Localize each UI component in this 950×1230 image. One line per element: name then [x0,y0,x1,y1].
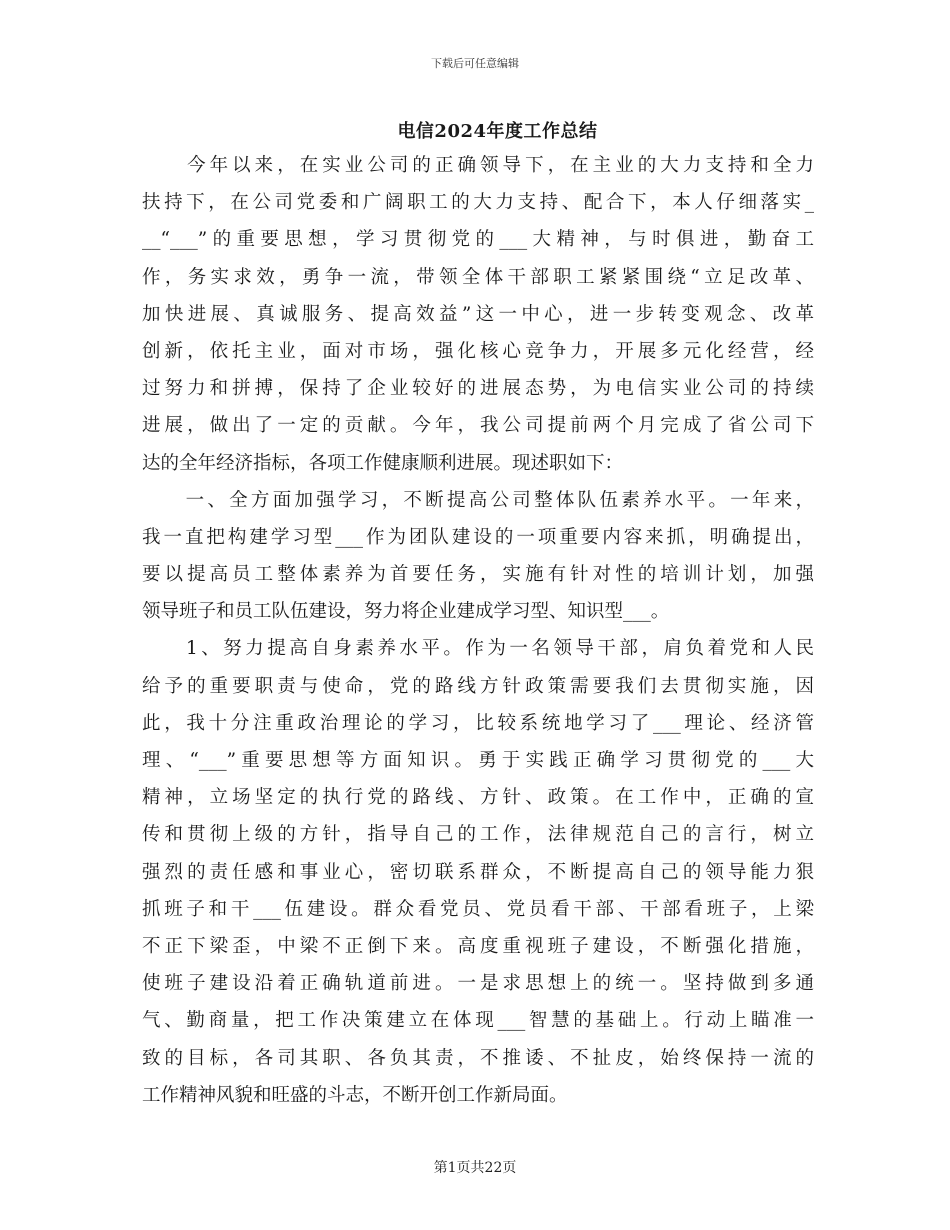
body-line: 致的目标，各司其职、各负其责，不推诿、不扯皮，始终保持一流的 [142,1047,814,1069]
page-number-footer: 第1页共22页 [433,1160,517,1176]
body-line: 我一直把构建学习型___作为团队建设的一项重要内容来抓，明确提出， [142,526,814,548]
body-line: 加快进展、真诚服务、提高效益”这一中心，进一步转变观念、改革 [142,303,814,325]
body-line: __“___”的重要思想，学习贯彻党的___大精神，与时俱进，勤奋工 [142,229,814,251]
body-line: 领导班子和员工队伍建设，努力将企业建成学习型、知识型___。 [142,601,670,623]
body-line: 创新，依托主业，面对市场，强化核心竞争力，开展多元化经营，经 [142,340,814,362]
body-line: 给予的重要职责与使命，党的路线方针政策需要我们去贯彻实施，因 [142,675,814,697]
body-line: 进展，做出了一定的贡献。今年，我公司提前两个月完成了省公司下 [142,415,814,437]
body-line: 作，务实求效，勇争一流，带领全体干部职工紧紧围绕“立足改革、 [142,266,814,288]
document-body [142,147,814,1114]
body-line: 过努力和拼搏，保持了企业较好的进展态势，为电信实业公司的持续 [142,378,814,400]
body-line: 不正下梁歪，中梁不正倒下来。高度重视班子建设，不断强化措施， [142,935,814,957]
body-line: 抓班子和干___伍建设。群众看党员、党员看干部、干部看班子，上梁 [142,898,814,920]
body-line: 强烈的责任感和事业心，密切联系群众，不断提高自己的领导能力狠 [142,861,814,883]
body-line: 理、“___”重要思想等方面知识。勇于实践正确学习贯彻党的___大 [142,750,814,771]
body-line: 达的全年经济指标，各项工作健康顺利进展。现述职如下： [142,452,624,474]
document-title: 电信2024年度工作总结 [397,121,598,142]
body-line: 今年以来，在实业公司的正确领导下，在主业的大力支持和全力 [142,155,814,176]
body-line: 工作精神风貌和旺盛的斗志，不断开创工作新局面。 [142,1084,568,1106]
body-line: 使班子建设沿着正确轨道前进。一是求思想上的统一。坚持做到多通 [142,973,814,995]
body-line: 1、努力提高自身素养水平。作为一名领导干部，肩负着党和人民 [142,638,814,660]
body-line: 气、勤商量，把工作决策建立在体现___智慧的基础上。行动上瞄准一 [142,1010,814,1032]
body-line: 此，我十分注重政治理论的学习，比较系统地学习了___理论、经济管 [142,712,814,734]
body-line: 要以提高员工整体素养为首要任务，实施有针对性的培训计划，加强 [142,564,814,586]
body-line: 扶持下，在公司党委和广阔职工的大力支持、配合下，本人仔细落实_ [142,192,814,214]
body-line: 精神，立场坚定的执行党的路线、方针、政策。在工作中，正确的宣 [142,787,814,809]
page-header-note: 下载后可任意编辑 [431,57,519,70]
body-line: 传和贯彻上级的方针，指导自己的工作，法律规范自己的言行，树立 [142,824,814,846]
body-line: 一、全方面加强学习，不断提高公司整体队伍素养水平。一年来， [142,489,814,511]
